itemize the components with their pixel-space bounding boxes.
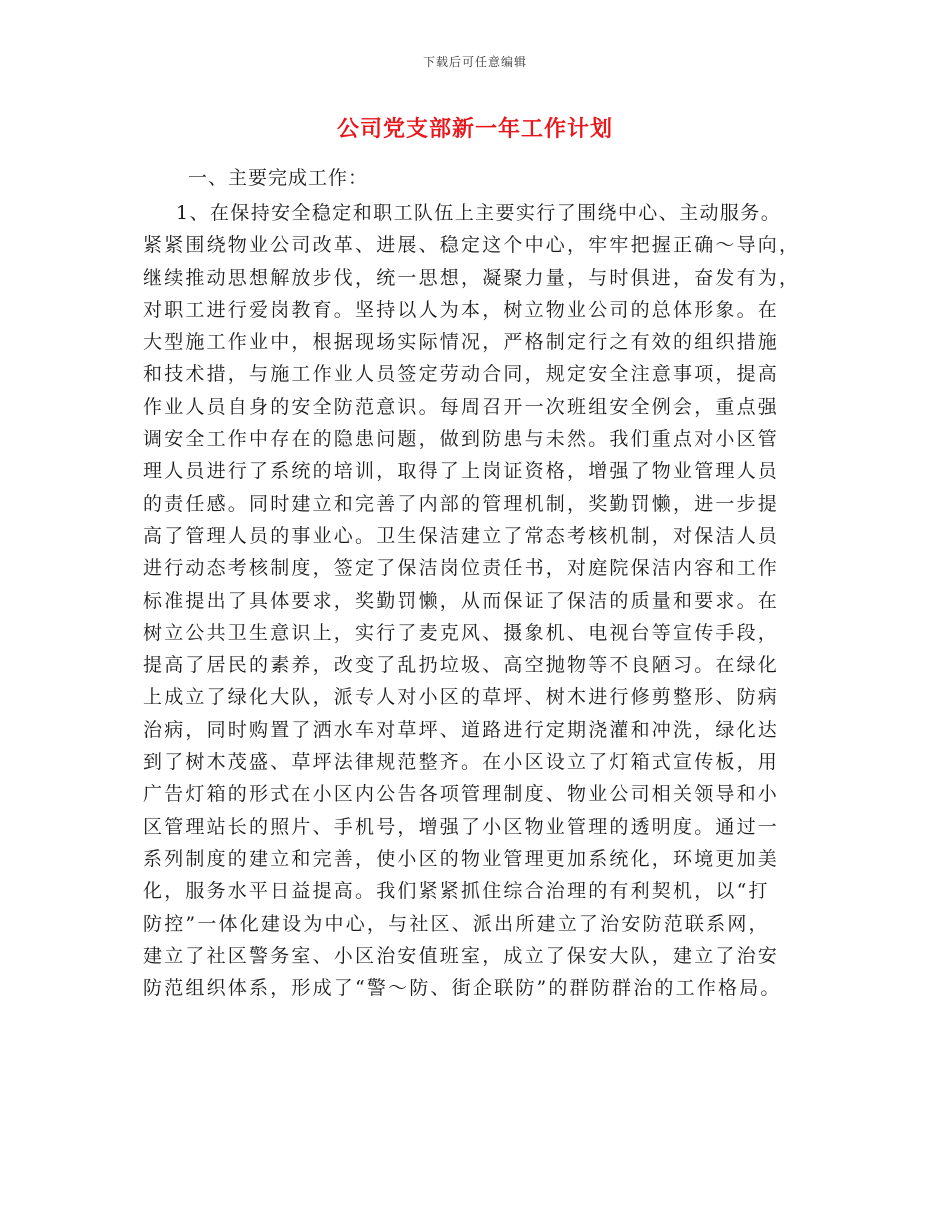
body-text — [143, 197, 823, 1004]
body-line: 建立了社区警务室、小区治安值班室，成立了保安大队，建立了治安 — [143, 944, 780, 967]
body-line: 治病，同时购置了洒水车对草坪、道路进行定期浇灌和冲洗，绿化达 — [143, 718, 780, 741]
body-line: 高了管理人员的事业心。卫生保洁建立了常态考核机制，对保洁人员 — [143, 524, 780, 547]
body-line: 1、在保持安全稳定和职工队伍上主要实行了围绕中心、主动服务。 — [176, 202, 782, 224]
body-line: 紧紧围绕物业公司改革、进展、稳定这个中心，牢牢把握正确～导向， — [143, 234, 801, 257]
page-header-note: 下载后可任意编辑 — [422, 55, 527, 69]
body-line: 理人员进行了系统的培训，取得了上岗证资格，增强了物业管理人员 — [143, 460, 780, 483]
body-line: 防范组织体系，形成了“警～防、街企联防”的群防群治的工作格局。 — [143, 977, 782, 1000]
body-line: 大型施工作业中，根据现场实际情况，严格制定行之有效的组织措施 — [143, 331, 780, 354]
body-line: 防控”一体化建设为中心，与社区、派出所建立了治安防范联系网， — [143, 912, 770, 935]
document-title: 公司党支部新一年工作计划 — [336, 116, 613, 142]
body-line: 继续推动思想解放步伐，统一思想，凝聚力量，与时俱进，奋发有为， — [143, 266, 801, 289]
body-line: 的责任感。同时建立和完善了内部的管理机制，奖勤罚懒，进一步提 — [143, 492, 780, 515]
body-line: 作业人员自身的安全防范意识。每周召开一次班组安全例会，重点强 — [143, 395, 780, 418]
body-line: 标准提出了具体要求，奖勤罚懒，从而保证了保洁的质量和要求。在 — [143, 589, 780, 612]
body-line: 到了树木茂盛、草坪法律规范整齐。在小区设立了灯箱式宣传板，用 — [143, 751, 780, 774]
body-line: 和技术措，与施工作业人员签定劳动合同，规定安全注意事项，提高 — [143, 363, 780, 386]
body-line: 提高了居民的素养，改变了乱扔垃圾、高空抛物等不良陋习。在绿化 — [143, 654, 780, 677]
body-line: 对职工进行爱岗教育。坚持以人为本，树立物业公司的总体形象。在 — [143, 298, 780, 321]
body-line: 化，服务水平日益提高。我们紧紧抓住综合治理的有利契机，以“打 — [143, 880, 770, 903]
body-line: 调安全工作中存在的隐患问题，做到防患与未然。我们重点对小区管 — [143, 428, 780, 451]
body-line: 系列制度的建立和完善，使小区的物业管理更加系统化，环境更加美 — [143, 847, 780, 870]
body-line: 广告灯箱的形式在小区内公告各项管理制度、物业公司相关领导和小 — [143, 783, 780, 806]
body-line: 树立公共卫生意识上，实行了麦克风、摄象机、电视台等宣传手段， — [143, 621, 780, 644]
section-heading: 一、主要完成工作： — [188, 167, 369, 189]
body-line: 上成立了绿化大队，派专人对小区的草坪、树木进行修剪整形、防病 — [143, 686, 780, 709]
body-line: 进行动态考核制度，签定了保洁岗位责任书，对庭院保洁内容和工作 — [143, 557, 780, 580]
body-line: 区管理站长的照片、手机号，增强了小区物业管理的透明度。通过一 — [143, 815, 780, 838]
